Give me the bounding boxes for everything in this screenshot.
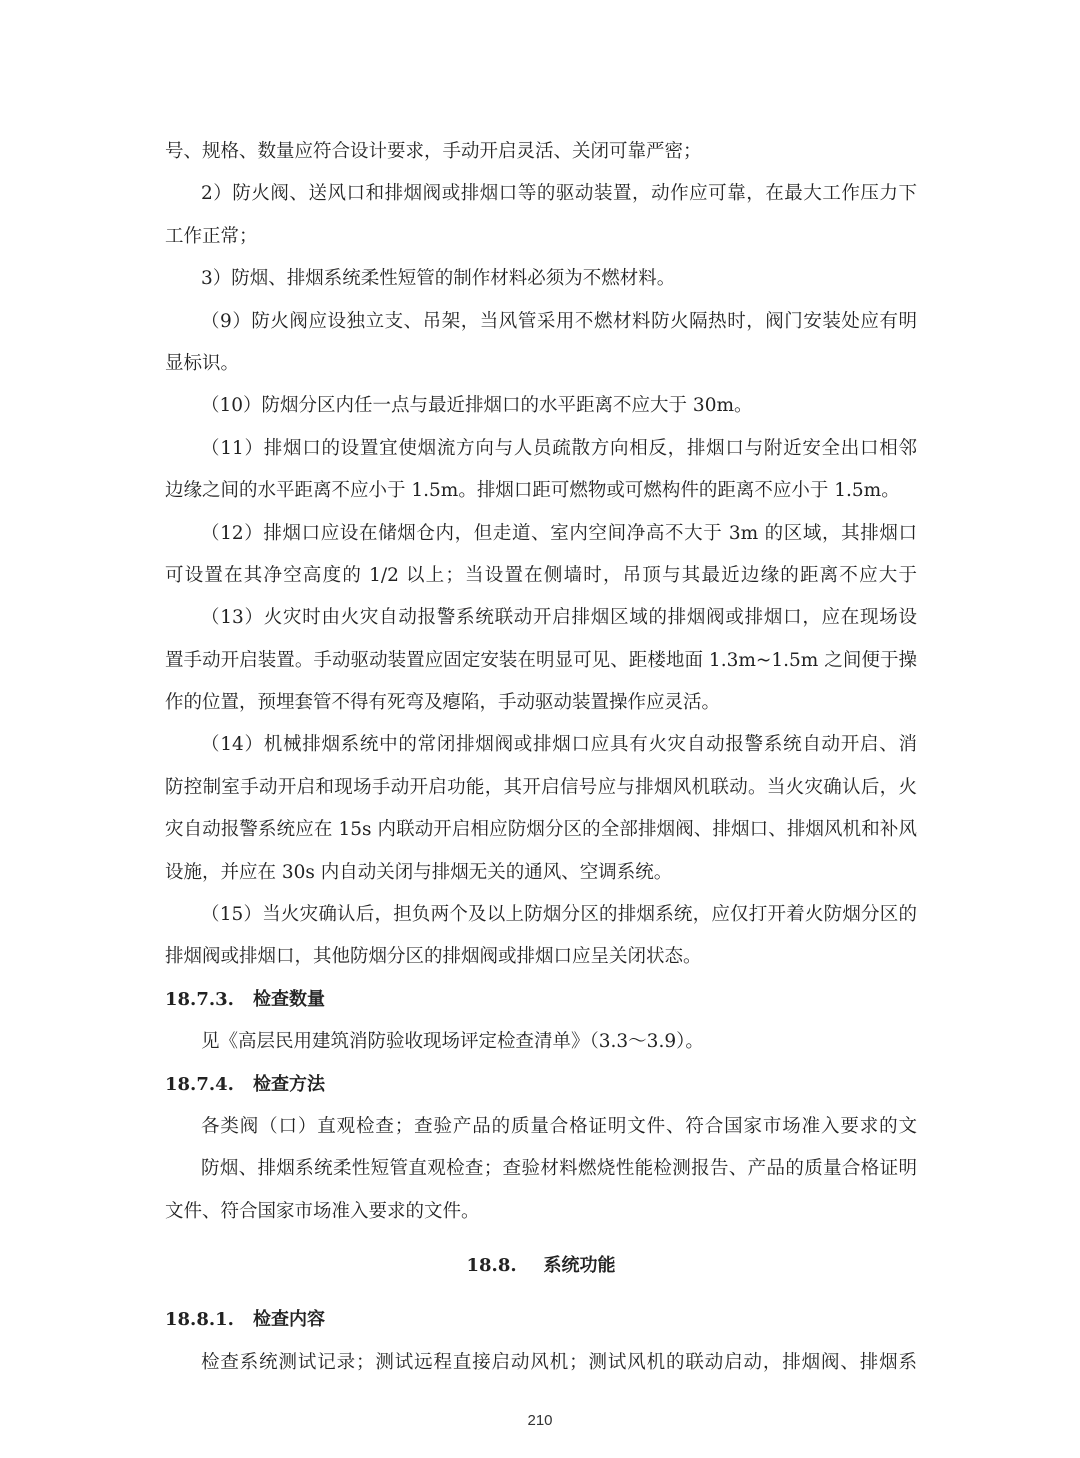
text-line: 防烟、排烟系统柔性短管直观检查；查验材料燃烧性能检测报告、产品的质量合格证明 <box>201 1158 917 1180</box>
paragraph <box>165 513 917 598</box>
text-line: 作的位置，预埋套管不得有死弯及瘪陷，手动驱动装置操作应灵活。 <box>165 692 721 714</box>
text-line: （13）火灾时由火灾自动报警系统联动开启排烟区域的排烟阀或排烟口，应在现场设 <box>201 607 917 629</box>
text-line: 排烟阀或排烟口，其他防烟分区的排烟阀或排烟口应呈关闭状态。 <box>165 946 702 968</box>
text-line: 显标识。 <box>165 352 240 374</box>
heading-number: 18.8.1. <box>165 1309 234 1331</box>
heading-title: 检查数量 <box>253 988 325 1010</box>
heading-title: 检查方法 <box>253 1073 325 1095</box>
text-line: 见《高层民用建筑消防验收现场评定检查清单》（3.3～3.9）。 <box>201 1031 704 1053</box>
text-line: （14）机械排烟系统中的常闭排烟阀或排烟口应具有火灾自动报警系统自动开启、消 <box>201 734 917 756</box>
text-line: 防控制室手动开启和现场手动开启功能，其开启信号应与排烟风机联动。当火灾确认后，火 <box>165 776 917 798</box>
paragraph <box>165 131 917 173</box>
paragraph <box>165 1021 917 1063</box>
text-line: （10）防烟分区内任一点与最近排烟口的水平距离不应大于 30m。 <box>201 395 753 417</box>
paragraph <box>165 1106 917 1148</box>
text-line: （9）防火阀应设独立支、吊架，当风管采用不燃材料防火隔热时，阀门安装处应有明 <box>201 310 917 332</box>
subsection-heading <box>165 1299 917 1341</box>
paragraph <box>165 724 917 894</box>
text-line: 设施，并应在 30s 内自动关闭与排烟无关的通风、空调系统。 <box>165 861 673 883</box>
paragraph <box>165 597 917 724</box>
text-line: （11）排烟口的设置宜使烟流方向与人员疏散方向相反，排烟口与附近安全出口相邻 <box>201 437 917 459</box>
paragraph <box>165 301 917 386</box>
heading-number: 18.7.4. <box>165 1073 234 1095</box>
subsection-heading <box>165 1064 917 1106</box>
heading-title: 系统功能 <box>543 1254 616 1276</box>
page-number: 210 <box>527 1412 553 1429</box>
paragraph <box>165 385 917 427</box>
text-line: 可设置在其净空高度的 1/2 以上；当设置在侧墙时，吊顶与其最近边缘的距离不应大于 <box>165 564 917 586</box>
paragraph <box>165 1148 917 1233</box>
text-line: 号、规格、数量应符合设计要求，手动开启灵活、关闭可靠严密； <box>165 141 702 162</box>
text-line: 灾自动报警系统应在 15s 内联动开启相应防烟分区的全部排烟阀、排烟口、排烟风机和补风 <box>165 819 917 841</box>
paragraph <box>165 428 917 513</box>
text-line: 2）防火阀、送风口和排烟阀或排烟口等的驱动装置，动作应可靠，在最大工作压力下 <box>201 183 917 205</box>
paragraph <box>165 894 917 979</box>
heading-number: 18.7.3. <box>165 988 234 1010</box>
text-line: 检查系统测试记录；测试远程直接启动风机；测试风机的联动启动，排烟阀、排烟系 <box>201 1351 917 1373</box>
text-line: 3）防烟、排烟系统柔性短管的制作材料必须为不燃材料。 <box>201 268 676 290</box>
text-line: 各类阀（口）直观检查；查验产品的质量合格证明文件、符合国家市场准入要求的文 <box>201 1115 917 1137</box>
text-line: 工作正常； <box>165 225 258 247</box>
heading-number: 18.8. <box>466 1254 517 1276</box>
paragraph <box>165 173 917 258</box>
text-line: （12）排烟口应设在储烟仓内，但走道、室内空间净高不大于 3m 的区域，其排烟口 <box>201 522 917 544</box>
paragraph <box>165 258 917 300</box>
text-line: 置手动开启装置。手动驱动装置应固定安装在明显可见、距楼地面 1.3m~1.5m 之间便于操 <box>165 649 917 671</box>
subsection-heading <box>165 979 917 1021</box>
section-title <box>165 1245 917 1287</box>
paragraph <box>165 1342 917 1384</box>
text-line: 文件、符合国家市场准入要求的文件。 <box>165 1200 480 1222</box>
document-body <box>165 131 917 1384</box>
text-line: （15）当火灾确认后，担负两个及以上防烟分区的排烟系统，应仅打开着火防烟分区的 <box>201 904 917 926</box>
heading-title: 检查内容 <box>253 1309 325 1331</box>
text-line: 边缘之间的水平距离不应小于 1.5m。排烟口距可燃物或可燃构件的距离不应小于 1.5m。 <box>165 480 900 502</box>
